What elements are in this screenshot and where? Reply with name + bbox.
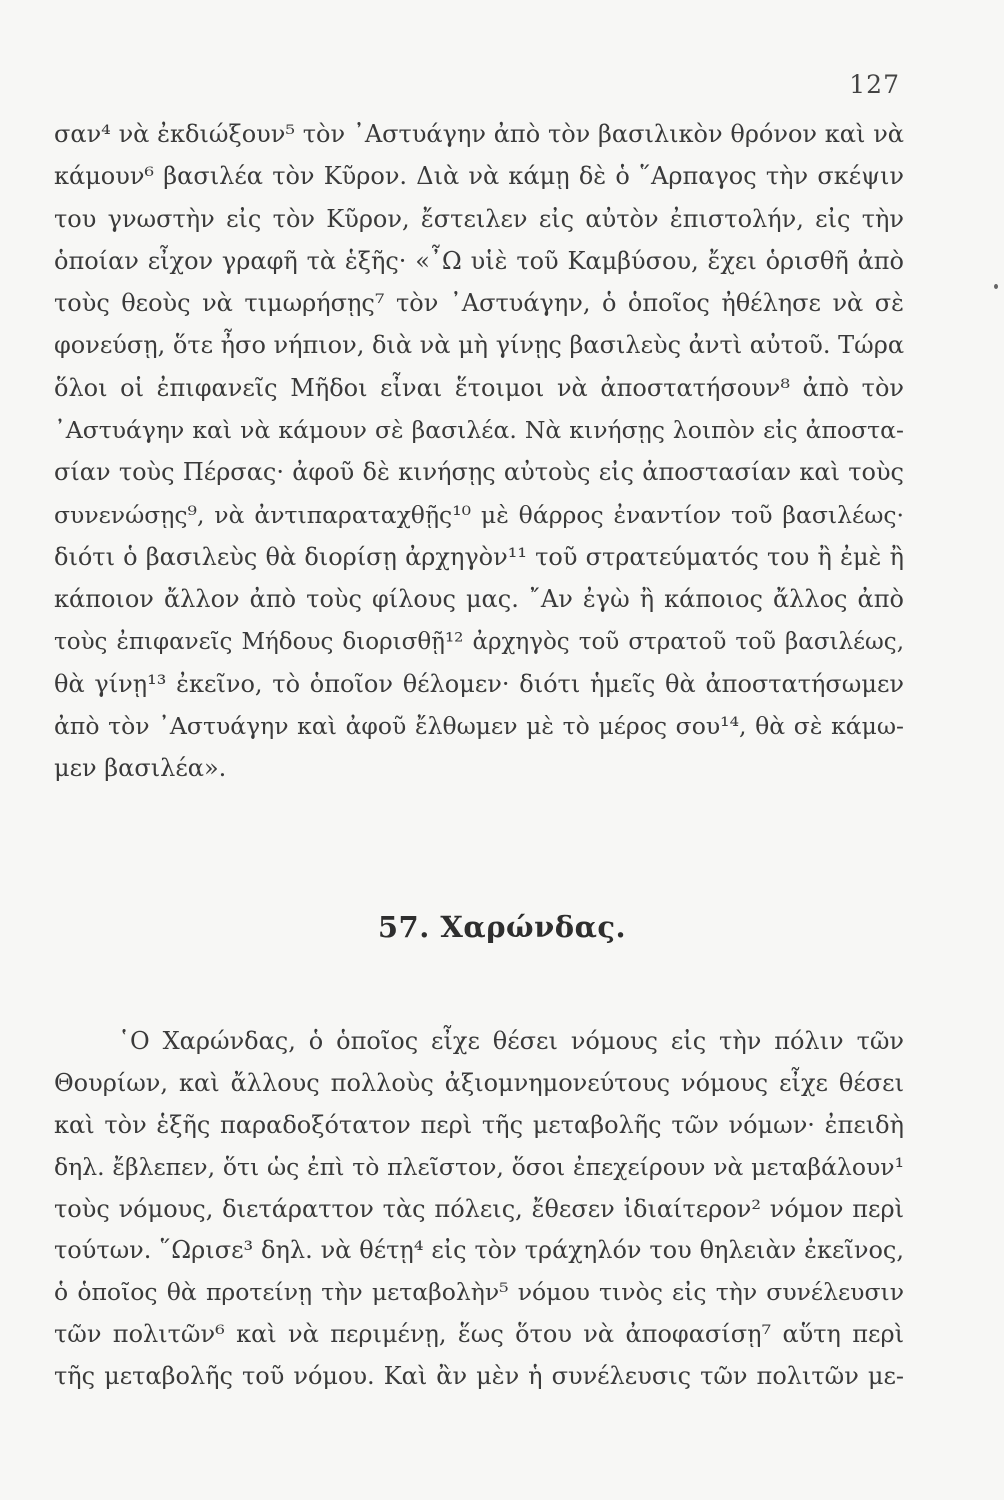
text-line: δηλ. ἔβλεπεν, ὅτι ὡς ἐπὶ τὸ πλεῖστον, ὅσοι ἐπεχείρουν νὰ μεταβάλουν¹ (54, 1152, 904, 1181)
text-line: ὁ ὁποῖος θὰ προτείνῃ τὴν μεταβολὴν⁵ νόμου τινὸς εἰς τὴν συνέλευσιν (54, 1278, 904, 1307)
text-line: τοὺς θεοὺς νὰ τιμωρήσῃς⁷ τὸν ᾿Αστυάγην, ὁ ὁποῖος ἠθέλησε νὰ σὲ (54, 289, 904, 318)
text-line: του γνωστὴν εἰς τὸν Κῦρον, ἔστειλεν εἰς αὐτὸν ἐπιστολήν, εἰς τὴν (54, 204, 904, 233)
text-line: τοὺς νόμους, διετάραττον τὰς πόλεις, ἔθεσεν ἰδιαίτερον² νόμον περὶ (54, 1194, 904, 1223)
page-number: 127 (849, 70, 900, 99)
text-line: σαν⁴ νὰ ἐκδιώξουν⁵ τὸν ᾿Αστυάγην ἀπὸ τὸν βασιλικὸν θρόνον καὶ νὰ (54, 120, 904, 148)
text-line: ἀπὸ τὸν ᾿Αστυάγην καὶ ἀφοῦ ἔλθωμεν μὲ τὸ μέρος σου¹⁴, θὰ σὲ κάμω- (54, 712, 904, 741)
paragraph-2 (54, 1021, 904, 1398)
text-line: ῾Ο Χαρώνδας, ὁ ὁποῖος εἶχε θέσει νόμους εἰς τὴν πόλιν τῶν (118, 1027, 904, 1055)
margin-speck (994, 284, 998, 289)
text-line: τῶν πολιτῶν⁶ καὶ νὰ περιμένῃ, ἕως ὅτου νὰ ἀποφασίσῃ⁷ αὕτη περὶ (54, 1320, 904, 1349)
text-line: κάποιον ἄλλον ἀπὸ τοὺς φίλους μας. ῎Αν ἐγὼ ἢ κάποιος ἄλλος ἀπὸ (54, 585, 904, 614)
text-line: τῆς μεταβολῆς τοῦ νόμου. Καὶ ἂν μὲν ἡ συνέλευσις τῶν πολιτῶν με- (54, 1362, 904, 1391)
paragraph-1 (54, 113, 904, 790)
text-line: κάμουν⁶ βασιλέα τὸν Κῦρον. Διὰ νὰ κάμῃ δὲ ὁ ῞Αρπαγος τὴν σκέψιν (54, 162, 904, 191)
text-line: ὁποίαν εἶχον γραφῆ τὰ ἑξῆς· «῏Ω υἱὲ τοῦ Καμβύσου, ἔχει ὁρισθῆ ἀπὸ (54, 246, 904, 275)
text-line: τούτων. ῞Ωρισε³ δηλ. νὰ θέτῃ⁴ εἰς τὸν τράχηλόν του θηλειὰν ἐκεῖνος, (54, 1236, 904, 1265)
text-line: θὰ γίνῃ¹³ ἐκεῖνο, τὸ ὁποῖον θέλομεν· διότι ἡμεῖς θὰ ἀποστατήσωμεν (54, 669, 904, 698)
section-heading: 57. Χαρώνδας. (377, 910, 627, 944)
text-line: σίαν τοὺς Πέρσας· ἀφοῦ δὲ κινήσῃς αὐτοὺς εἰς ἀποστασίαν καὶ τοὺς (54, 458, 904, 487)
text-line: ᾿Αστυάγην καὶ νὰ κάμουν σὲ βασιλέα. Νὰ κινήσῃς λοιπὸν εἰς ἀποστα- (54, 416, 904, 445)
text-line: Θουρίων, καὶ ἄλλους πολλοὺς ἀξιομνημονεύτους νόμους εἶχε θέσει (54, 1068, 904, 1097)
text-line: τοὺς ἐπιφανεῖς Μήδους διορισθῇ¹² ἀρχηγὸς τοῦ στρατοῦ τοῦ βασιλέως, (54, 628, 904, 655)
text-line: ὅλοι οἱ ἐπιφανεῖς Μῆδοι εἶναι ἕτοιμοι νὰ ἀποστατήσουν⁸ ἀπὸ τὸν (54, 373, 904, 402)
text-line: καὶ τὸν ἑξῆς παραδοξότατον περὶ τῆς μεταβολῆς τῶν νόμων· ἐπειδὴ (54, 1110, 904, 1139)
text-line: μεν βασιλέα». (54, 754, 227, 783)
text-line: συνενώσῃς⁹, νὰ ἀντιπαραταχθῇς¹⁰ μὲ θάρρος ἐναντίον τοῦ βασιλέως· (54, 500, 904, 529)
text-line: φονεύσῃ, ὅτε ἦσο νήπιον, διὰ νὰ μὴ γίνῃς βασιλεὺς ἀντὶ αὐτοῦ. Τώρα (54, 331, 904, 360)
text-line: διότι ὁ βασιλεὺς θὰ διορίσῃ ἀρχηγὸν¹¹ τοῦ στρατεύματός του ἢ ἐμὲ ἢ (54, 542, 904, 571)
